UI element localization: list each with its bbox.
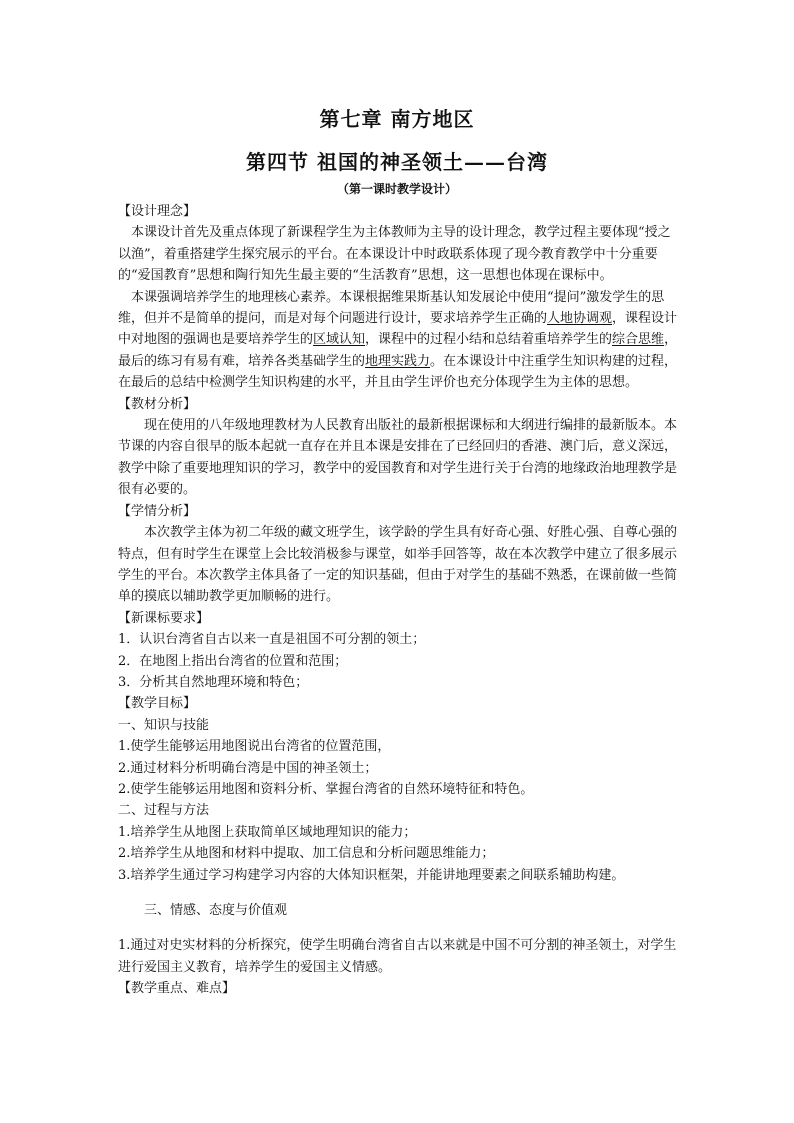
- emotion-values-heading: 三、情感、态度与价值观: [144, 903, 288, 918]
- key-term-regional-cognition: 区域认知: [313, 332, 366, 348]
- process-methods-item: 2.培养学生从地图和材料中提取、加工信息和分析问题思维能力；: [118, 846, 495, 862]
- design-concept-heading: 【设计理念】: [118, 204, 197, 219]
- document-body: [118, 201, 678, 1000]
- spacer: [118, 921, 678, 935]
- chapter-title: 第七章 南方地区: [319, 107, 475, 131]
- paragraph-text: 。在本课设计中注重学生知识构建的过程，在最后的总结中检测学生知识构建的水平，并且由学生评价也充分体现学生为主体的思想。: [118, 353, 678, 391]
- process-methods-heading: 二、过程与方法: [118, 803, 210, 819]
- key-term-integrated-thinking: 综合思维: [612, 332, 665, 348]
- process-methods-item: 1.培养学生从地图上获取简单区域地理知识的能力；: [118, 824, 417, 840]
- textbook-analysis-heading: 【教材分析】: [118, 396, 197, 412]
- design-concept-paragraph-2: [118, 287, 678, 394]
- knowledge-skills-item: 1.使学生能够运用地图说出台湾省的位置范围，: [118, 739, 391, 755]
- knowledge-skills-heading: 一、知识与技能: [118, 717, 210, 733]
- teaching-goals-heading: 【教学目标】: [118, 696, 197, 712]
- curriculum-requirement-item: 3．分析其自然地理环境和特色；: [118, 674, 309, 690]
- paragraph-text: ，课程设计中对地图的强调也是要培养学生的: [118, 311, 678, 348]
- key-term-human-earth-harmony: 人地协调观: [547, 311, 613, 327]
- lesson-subtitle: （第一课时教学设计）: [336, 182, 457, 196]
- knowledge-skills-item: 2.通过材料分析明确台湾是中国的神圣领土；: [118, 760, 378, 776]
- emotion-values-item: 1.通过对史实材料的分析探究，使学生明确台湾省自古以来就是中国不可分割的神圣领土，对学生进行爱国主义教育，培养学生的爱国主义情感。: [118, 938, 677, 975]
- learner-analysis-heading: 【学情分析】: [118, 503, 197, 519]
- paragraph-text: 本课强调培养学生的地理核心素养。本课根据维果斯基认知发展论中使用“提问”激发学生的思维，但并不是简单的提问，而是对每个问题进行设计，要求培养学生正确的: [118, 289, 665, 327]
- textbook-analysis-paragraph: 现在使用的八年级地理教材为人民教育出版社的最新根据课标和大纲进行编排的最新版本。本节课的内容自很早的版本起就一直存在并且本课是安排在了已经回归的香港、澳门后，意义深远，教学中除了重要地理知识的学习，教学中的爱国教育和对学生进行关于台湾的地缘政治地理教学是很有必要的。: [118, 418, 678, 498]
- curriculum-requirement-item: 1．认识台湾省自古以来一直是祖国不可分割的领土；: [118, 632, 426, 648]
- key-term-geographic-practice: 地理实践力: [365, 353, 431, 369]
- process-methods-item: 3.培养学生通过学习构建学习内容的大体知识框架，并能讲地理要素之间联系辅助构建。: [118, 867, 625, 883]
- learner-analysis-paragraph: 本次教学主体为初二年级的藏文班学生，该学龄的学生具有好奇心强、好胜心强、自尊心强的特点，但有时学生在课堂上会比较消极参与课堂，如举手回答等，故在本次教学中建立了很多展示学生的平台。本次教学主体具备了一定的知识基础，但由于对学生的基础不熟悉，在课前做一些简单的摸底以辅助教学更加顺畅的进行。: [118, 525, 678, 605]
- curriculum-requirements-heading: 【新课标要求】: [118, 610, 210, 626]
- paragraph-text: ，最后的练习有易有难，培养各类基础学生的: [118, 332, 678, 369]
- paragraph-text: ，课程中的过程小结和总结着重培养学生的: [365, 332, 613, 348]
- knowledge-skills-item: 2.使学生能够运用地图和资料分析、掌握台湾省的自然环境特征和特色。: [118, 781, 534, 797]
- design-concept-paragraph-1: 本课设计首先及重点体现了新课程学生为主体教师为主导的设计理念，教学过程主要体现“授之以渔”，着重搭建学生探究展示的平台。在本课设计中时政联系体现了现今教育教学中十分重要的“爱国教育”思想和陶行知先生最主要的“生活教育”思想，这一思想也体现在课标中。: [118, 225, 671, 284]
- key-points-heading: 【教学重点、难点】: [118, 981, 236, 997]
- section-title: 第四节 祖国的神圣领土——台湾: [246, 150, 548, 174]
- curriculum-requirement-item: 2．在地图上指出台湾省的位置和范围；: [118, 653, 348, 669]
- spacer: [118, 886, 678, 900]
